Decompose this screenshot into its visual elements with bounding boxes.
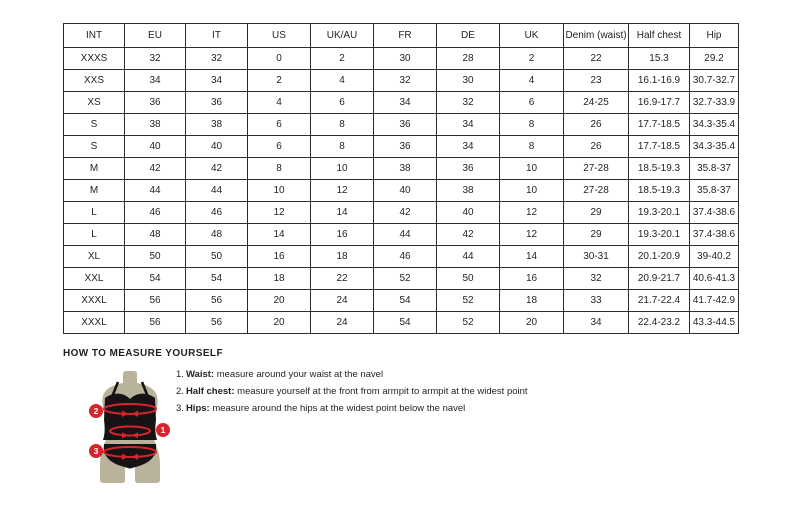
step-text: measure around your waist at the navel <box>214 369 384 380</box>
size-cell: 12 <box>500 224 564 246</box>
size-cell: 8 <box>311 136 374 158</box>
size-cell: 56 <box>186 312 248 334</box>
size-cell: 37.4-38.6 <box>690 202 739 224</box>
badge-hips-number: 3 <box>93 446 99 456</box>
size-cell: XXS <box>64 70 125 92</box>
column-header: INT <box>64 24 125 48</box>
size-cell: 52 <box>374 268 437 290</box>
size-cell: 42 <box>437 224 500 246</box>
size-cell: 42 <box>186 158 248 180</box>
size-cell: 34 <box>437 136 500 158</box>
size-cell: 18.5-19.3 <box>629 180 690 202</box>
size-cell: 36 <box>125 92 186 114</box>
size-cell: 0 <box>248 48 311 70</box>
size-cell: 24 <box>311 290 374 312</box>
size-cell: 37.4-38.6 <box>690 224 739 246</box>
size-cell: 20 <box>248 312 311 334</box>
table-row <box>64 158 739 180</box>
size-cell: 14 <box>311 202 374 224</box>
size-cell: 40 <box>437 202 500 224</box>
size-cell: 20.1-20.9 <box>629 246 690 268</box>
size-chart-table <box>63 23 739 334</box>
size-cell: 32.7-33.9 <box>690 92 739 114</box>
size-cell: 32 <box>374 70 437 92</box>
size-cell: 18 <box>500 290 564 312</box>
size-cell: 38 <box>125 114 186 136</box>
size-cell: 56 <box>125 290 186 312</box>
size-cell: 42 <box>125 158 186 180</box>
size-cell: 48 <box>125 224 186 246</box>
size-cell: 46 <box>125 202 186 224</box>
size-cell: 16 <box>248 246 311 268</box>
badge-hips <box>89 444 103 458</box>
size-cell: S <box>64 136 125 158</box>
size-cell: 23 <box>564 70 629 92</box>
table-row <box>64 290 739 312</box>
size-cell: 26 <box>564 114 629 136</box>
measure-steps-list <box>176 366 528 417</box>
size-cell: XL <box>64 246 125 268</box>
size-cell: 8 <box>500 114 564 136</box>
size-cell: 8 <box>500 136 564 158</box>
size-cell: S <box>64 114 125 136</box>
size-cell: 20 <box>248 290 311 312</box>
size-cell: XXXL <box>64 290 125 312</box>
size-cell: 39-40.2 <box>690 246 739 268</box>
size-cell: 18 <box>248 268 311 290</box>
size-cell: 18.5-19.3 <box>629 158 690 180</box>
table-row <box>64 48 739 70</box>
size-cell: 30 <box>374 48 437 70</box>
size-cell: 44 <box>125 180 186 202</box>
size-cell: 24-25 <box>564 92 629 114</box>
size-cell: 2 <box>311 48 374 70</box>
table-row <box>64 246 739 268</box>
mannequin-illustration <box>84 369 186 489</box>
size-cell: 14 <box>500 246 564 268</box>
column-header: DE <box>437 24 500 48</box>
size-cell: 32 <box>186 48 248 70</box>
badge-waist <box>156 423 170 437</box>
size-cell: 19.3-20.1 <box>629 224 690 246</box>
table-row <box>64 136 739 158</box>
size-cell: 56 <box>186 290 248 312</box>
size-cell: 6 <box>311 92 374 114</box>
size-cell: 40 <box>374 180 437 202</box>
size-cell: 29 <box>564 224 629 246</box>
size-cell: 15.3 <box>629 48 690 70</box>
size-cell: L <box>64 202 125 224</box>
badge-waist-number: 1 <box>160 425 166 435</box>
size-cell: 38 <box>186 114 248 136</box>
column-header: IT <box>186 24 248 48</box>
size-cell: 54 <box>374 312 437 334</box>
table-row <box>64 224 739 246</box>
size-cell: 44 <box>186 180 248 202</box>
step-number: 2. <box>176 386 184 397</box>
step-label: Half chest: <box>185 386 235 397</box>
table-row <box>64 180 739 202</box>
size-cell: 8 <box>248 158 311 180</box>
badge-half-chest-number: 2 <box>93 406 99 416</box>
size-cell: 32 <box>437 92 500 114</box>
size-cell: 28 <box>437 48 500 70</box>
size-cell: 22.4-23.2 <box>629 312 690 334</box>
size-cell: 24 <box>311 312 374 334</box>
column-header: FR <box>374 24 437 48</box>
size-cell: 8 <box>311 114 374 136</box>
table-row <box>64 202 739 224</box>
size-cell: 16.9-17.7 <box>629 92 690 114</box>
size-cell: 40 <box>125 136 186 158</box>
size-cell: 36 <box>374 136 437 158</box>
size-cell: XXL <box>64 268 125 290</box>
size-cell: 6 <box>248 136 311 158</box>
size-cell: 12 <box>311 180 374 202</box>
size-cell: 17.7-18.5 <box>629 136 690 158</box>
step-label: Waist: <box>185 369 215 380</box>
how-to-measure-heading: HOW TO MEASURE YOURSELF <box>63 348 223 359</box>
size-cell: 2 <box>500 48 564 70</box>
size-cell: 4 <box>311 70 374 92</box>
size-cell: 44 <box>374 224 437 246</box>
size-cell: 20 <box>500 312 564 334</box>
size-cell: 54 <box>125 268 186 290</box>
size-cell: 44 <box>437 246 500 268</box>
size-cell: 40.6-41.3 <box>690 268 739 290</box>
size-cell: 30.7-32.7 <box>690 70 739 92</box>
size-chart-head-row <box>64 24 739 48</box>
size-cell: 19.3-20.1 <box>629 202 690 224</box>
size-cell: 34 <box>564 312 629 334</box>
size-cell: 6 <box>248 114 311 136</box>
size-cell: 38 <box>374 158 437 180</box>
size-cell: 10 <box>500 180 564 202</box>
size-cell: 32 <box>564 268 629 290</box>
size-cell: 56 <box>125 312 186 334</box>
size-cell: 36 <box>437 158 500 180</box>
column-header: UK/AU <box>311 24 374 48</box>
size-cell: 42 <box>374 202 437 224</box>
step-text: measure yourself at the front from armpit to armpit at the widest point <box>234 386 528 397</box>
size-cell: 38 <box>437 180 500 202</box>
size-cell: 43.3-44.5 <box>690 312 739 334</box>
size-cell: 34 <box>374 92 437 114</box>
step-label: Hips: <box>185 403 210 414</box>
measurement-figure <box>84 369 186 489</box>
size-cell: 32 <box>125 48 186 70</box>
size-cell: 34 <box>186 70 248 92</box>
step-number: 1. <box>176 369 184 380</box>
size-cell: 20.9-21.7 <box>629 268 690 290</box>
size-cell: 14 <box>248 224 311 246</box>
size-cell: 46 <box>374 246 437 268</box>
size-chart-body <box>64 48 739 334</box>
size-cell: 17.7-18.5 <box>629 114 690 136</box>
size-cell: 10 <box>500 158 564 180</box>
size-cell: 29 <box>564 202 629 224</box>
size-cell: 46 <box>186 202 248 224</box>
size-cell: 12 <box>500 202 564 224</box>
size-cell: 50 <box>186 246 248 268</box>
size-cell: 2 <box>248 70 311 92</box>
size-cell: M <box>64 180 125 202</box>
size-cell: 40 <box>186 136 248 158</box>
table-row <box>64 312 739 334</box>
size-cell: 36 <box>186 92 248 114</box>
size-cell: 34 <box>437 114 500 136</box>
size-cell: 16 <box>500 268 564 290</box>
size-cell: XS <box>64 92 125 114</box>
size-cell: 30 <box>437 70 500 92</box>
size-cell: XXXS <box>64 48 125 70</box>
table-row <box>64 268 739 290</box>
size-cell: XXXL <box>64 312 125 334</box>
size-cell: 18 <box>311 246 374 268</box>
size-cell: 35.8-37 <box>690 180 739 202</box>
measure-step-hips <box>176 400 528 417</box>
size-cell: 50 <box>437 268 500 290</box>
step-text: measure around the hips at the widest point below the navel <box>209 403 466 414</box>
column-header: US <box>248 24 311 48</box>
size-cell: 12 <box>248 202 311 224</box>
size-cell: 34 <box>125 70 186 92</box>
size-cell: 6 <box>500 92 564 114</box>
table-row <box>64 70 739 92</box>
table-row <box>64 92 739 114</box>
size-cell: 54 <box>186 268 248 290</box>
step-number: 3. <box>176 403 184 414</box>
size-cell: 10 <box>311 158 374 180</box>
size-cell: 41.7-42.9 <box>690 290 739 312</box>
size-cell: 34.3-35.4 <box>690 136 739 158</box>
size-cell: L <box>64 224 125 246</box>
column-header: EU <box>125 24 186 48</box>
size-cell: 26 <box>564 136 629 158</box>
column-header: UK <box>500 24 564 48</box>
size-cell: 4 <box>248 92 311 114</box>
size-cell: 27-28 <box>564 158 629 180</box>
size-cell: 4 <box>500 70 564 92</box>
size-cell: 22 <box>311 268 374 290</box>
size-cell: M <box>64 158 125 180</box>
size-cell: 27-28 <box>564 180 629 202</box>
column-header: Half chest <box>629 24 690 48</box>
size-cell: 36 <box>374 114 437 136</box>
size-cell: 52 <box>437 290 500 312</box>
size-cell: 16.1-16.9 <box>629 70 690 92</box>
size-cell: 29.2 <box>690 48 739 70</box>
size-cell: 33 <box>564 290 629 312</box>
measure-step-waist <box>176 366 528 383</box>
size-cell: 50 <box>125 246 186 268</box>
size-cell: 35.8-37 <box>690 158 739 180</box>
size-cell: 30-31 <box>564 246 629 268</box>
column-header: Denim (waist) <box>564 24 629 48</box>
size-cell: 22 <box>564 48 629 70</box>
size-cell: 10 <box>248 180 311 202</box>
size-cell: 21.7-22.4 <box>629 290 690 312</box>
table-row <box>64 114 739 136</box>
badge-half-chest <box>89 404 103 418</box>
column-header: Hip <box>690 24 739 48</box>
size-cell: 52 <box>437 312 500 334</box>
measure-step-half-chest <box>176 383 528 400</box>
size-cell: 54 <box>374 290 437 312</box>
size-cell: 16 <box>311 224 374 246</box>
size-cell: 34.3-35.4 <box>690 114 739 136</box>
size-cell: 48 <box>186 224 248 246</box>
